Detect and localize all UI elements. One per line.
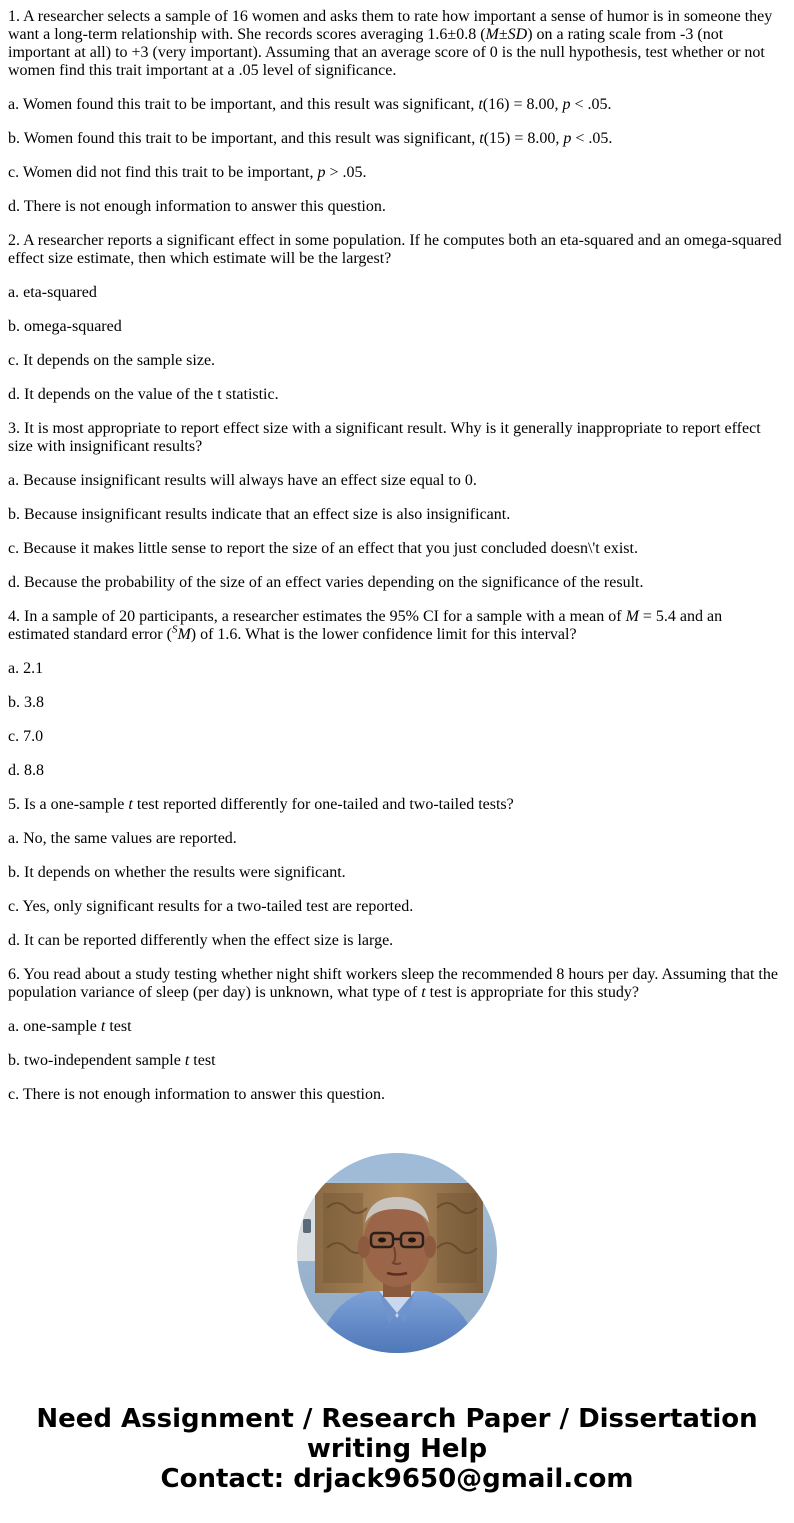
text-segment: 6. You read about a study testing whether night shift workers sleep the recommended 8 hours per day. Assuming that the population variance of sleep (per day) is unknown, what type of xyxy=(8,966,778,1001)
question-1-option-a xyxy=(8,96,786,114)
italic-symbol: t xyxy=(128,796,133,813)
italic-symbol: p xyxy=(317,164,326,181)
text-segment: test reported differently for one-tailed and two-tailed tests? xyxy=(132,796,514,813)
footer-line-2: writing Help xyxy=(306,1434,488,1464)
italic-symbol xyxy=(171,623,191,643)
question-1-option-d: d. There is not enough information to answer this question. xyxy=(8,198,386,215)
text-segment: b. Women found this trait to be important, and this result was significant, xyxy=(8,130,480,147)
text-segment: c. Women did not find this trait to be important, xyxy=(8,164,318,181)
question-5-stem xyxy=(8,796,786,814)
question-2-option-c: c. It depends on the sample size. xyxy=(8,352,216,369)
question-4-stem xyxy=(8,608,786,644)
question-4-option-b: b. 3.8 xyxy=(8,694,44,711)
text-segment: 4. In a sample of 20 participants, a researcher estimates the 95% CI for a sample with a mean of xyxy=(8,608,626,625)
question-4-option-a: a. 2.1 xyxy=(8,660,44,677)
italic-symbol: M xyxy=(485,26,499,43)
question-5-option-a: a. No, the same values are reported. xyxy=(8,830,237,847)
italic-symbol: p xyxy=(563,130,572,147)
question-2-option-d: d. It depends on the value of the t statistic. xyxy=(8,386,279,403)
question-6-option-c: c. There is not enough information to answer this question. xyxy=(8,1086,385,1103)
avatar-portrait-icon xyxy=(297,1153,497,1353)
question-2-option-a: a. eta-squared xyxy=(8,284,97,301)
text-segment: (15) = 8.00, xyxy=(483,130,564,147)
question-1-option-b xyxy=(8,130,786,148)
question-1-stem xyxy=(8,8,786,80)
italic-symbol: SD xyxy=(507,26,528,43)
question-content xyxy=(8,8,786,1120)
question-4-option-d: d. 8.8 xyxy=(8,762,44,779)
question-5-option-d: d. It can be reported differently when the effect size is large. xyxy=(8,932,394,949)
question-2-stem: 2. A researcher reports a significant effect in some population. If he computes both an eta-squared and an omega-squared effect size estimate, then which estimate will be the largest? xyxy=(8,232,782,267)
text-segment: (16) = 8.00, xyxy=(482,96,563,113)
question-3-stem: 3. It is most appropriate to report effect size with a significant result. Why is it generally inappropriate to report effect size with insignificant results? xyxy=(8,420,761,455)
text-segment: test xyxy=(189,1052,216,1069)
text-segment: a. Women found this trait to be important, and this result was significant, xyxy=(8,96,479,113)
text-segment: 5. Is a one-sample xyxy=(8,796,129,813)
question-4-option-c: c. 7.0 xyxy=(8,728,44,745)
text-segment: a. one-sample xyxy=(8,1018,101,1035)
italic-symbol: t xyxy=(479,130,484,147)
question-3-option-c: c. Because it makes little sense to report the size of an effect that you just concluded doesn\'t exist. xyxy=(8,540,638,557)
italic-symbol: p xyxy=(562,96,571,113)
question-6-stem xyxy=(8,966,786,1002)
italic-symbol: t xyxy=(421,984,426,1001)
question-5-option-b: b. It depends on whether the results were significant. xyxy=(8,864,346,881)
text-segment: test xyxy=(105,1018,132,1035)
italic-symbol: t xyxy=(100,1018,106,1035)
question-5-option-c: c. Yes, only significant results for a two-tailed test are reported. xyxy=(8,898,414,915)
footer-line-1: Need Assignment / Research Paper / Dissertation xyxy=(36,1404,758,1434)
text-segment: < .05. xyxy=(571,130,613,147)
question-2-option-b: b. omega-squared xyxy=(8,318,122,335)
text-segment: = 5.4 and an estimated standard error ( xyxy=(8,608,723,643)
italic-symbol: t xyxy=(478,96,483,113)
text-segment: test is appropriate for this study? xyxy=(425,984,639,1001)
question-3-option-b: b. Because insignificant results indicate that an effect size is also insignificant. xyxy=(8,506,511,523)
question-3-option-a: a. Because insignificant results will always have an effect size equal to 0. xyxy=(8,472,477,489)
text-segment: ± xyxy=(498,26,508,43)
text-segment: > .05. xyxy=(325,164,367,181)
question-3-option-d: d. Because the probability of the size of an effect varies depending on the significance of the result. xyxy=(8,574,644,591)
question-1-option-c xyxy=(8,164,786,182)
italic-symbol: M xyxy=(625,608,639,625)
footer-contact-email: Contact: drjack9650@gmail.com xyxy=(160,1464,634,1494)
text-segment: ) of 1.6. What is the lower confidence limit for this interval? xyxy=(190,626,577,643)
text-segment: < .05. xyxy=(570,96,612,113)
avatar xyxy=(297,1153,497,1353)
question-6-option-a xyxy=(8,1018,786,1036)
contact-footer xyxy=(0,1404,794,1494)
superscript: S xyxy=(171,623,178,636)
text-segment: 1. A researcher selects a sample of 16 women and asks them to rate how important a sense of humor is in someone they want a long-term relationship with. She records scores averaging 1.6±0.8 ( xyxy=(8,8,773,43)
text-segment: ) on a rating scale from -3 (not important at all) to +3 (very important). Assuming that an average score of 0 is the null hypothesis, test whether or not women find this trait important at a .05 level of significance. xyxy=(8,26,765,79)
question-6-option-b xyxy=(8,1052,786,1070)
italic-symbol: t xyxy=(184,1052,190,1069)
text-segment: b. two-independent sample xyxy=(8,1052,185,1069)
text-segment: M xyxy=(177,626,191,643)
